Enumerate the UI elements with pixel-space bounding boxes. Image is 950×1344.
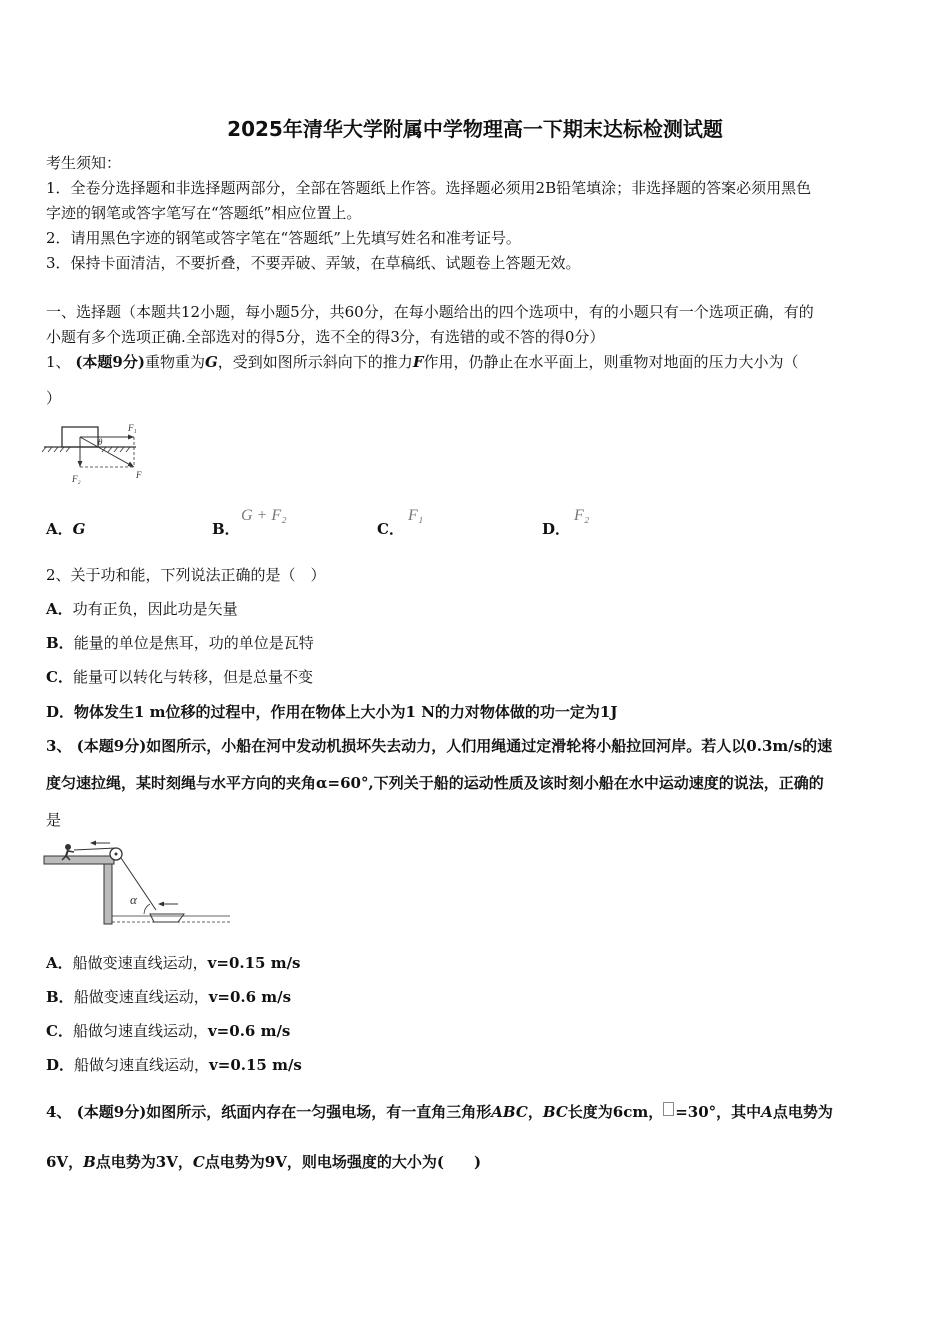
q4-text-c: 长度为6cm， <box>567 1103 664 1121</box>
q1-label-f1: F₁ <box>128 423 137 433</box>
q3-option-a-label: A． <box>46 954 73 972</box>
q2-option-a-label: A． <box>46 600 73 618</box>
angle-placeholder-icon <box>663 1102 674 1116</box>
q3-option-c <box>46 1021 290 1041</box>
q2-option-a <box>46 599 238 619</box>
q2-option-b-text: 能量的单位是焦耳，功的单位是瓦特 <box>73 634 314 652</box>
q2-option-b-label: B． <box>46 634 74 652</box>
q3-option-a-value: v=0.15 m/s <box>207 954 301 972</box>
q1-text-b: ，受到如图所示斜向下的推力 <box>217 353 413 371</box>
q3-stem-line1: 3、 (本题9分)如图所示，小船在河中发动机损坏失去动力，人们用绳通过定滑轮将小船拉回河岸。若人以0.3m/s的速 <box>46 737 833 755</box>
notice-item-2: 2．请用黑色字迹的钢笔或答字笔在“答题纸”上先填写姓名和准考证号。 <box>46 229 521 247</box>
q3-option-d-text: 船做匀速直线运动， <box>74 1056 210 1074</box>
q4-var-bc: BC <box>542 1103 568 1121</box>
q4-text-f: 点电势为3V， <box>95 1153 193 1171</box>
q1-option-d-value: F₂ <box>574 507 590 524</box>
q1-label-f: F <box>136 470 142 480</box>
q1-text-c: 作用，仍静止在水平面上，则重物对地面的压力大小为（ <box>423 353 799 371</box>
q3-option-b-label: B． <box>46 988 74 1006</box>
q3-option-b <box>46 987 291 1007</box>
q3-stem-line2: 度匀速拉绳，某时刻绳与水平方向的夹角α=60°,下列关于船的运动性质及该时刻小船在水中运动速度的说法，正确的 <box>46 774 824 792</box>
q1-option-c-label: C． <box>377 520 404 538</box>
notice-item-1: 1．全卷分选择题和非选择题两部分，全部在答题纸上作答。选择题必须用2B铅笔填涂；非选择题的答案必须用黑色 <box>46 179 812 197</box>
q1-option-c-value: F₁ <box>408 507 424 524</box>
section-heading-line2: 小题有多个选项正确.全部选对的得5分，选不全的得3分，有选错的或不答的得0分） <box>46 328 605 346</box>
q1-option-d <box>542 519 570 539</box>
q4-var-abc: ABC <box>491 1103 528 1121</box>
q2-option-c-text: 能量可以转化与转移，但是总量不变 <box>72 668 313 686</box>
q1-score: (本题9分) <box>75 353 145 371</box>
notice-heading: 考生须知： <box>46 154 122 172</box>
notice-item-3: 3．保持卡面清洁，不要折叠，不要弄破、弄皱，在草稿纸、试题卷上答题无效。 <box>46 254 581 272</box>
q3-stem-line3: 是 <box>46 811 62 829</box>
q2-option-d <box>46 702 617 722</box>
q1-figure <box>44 418 154 488</box>
page-title: 2025年清华大学附属中学物理高一下期末达标检测试题 <box>227 117 723 141</box>
q1-option-d-label: D． <box>542 520 571 538</box>
q2-option-b <box>46 633 314 653</box>
q4-var-b: B <box>83 1153 96 1171</box>
q3-option-c-value: v=0.6 m/s <box>207 1022 291 1040</box>
q4-stem-line1 <box>46 1102 833 1122</box>
q1-text-a: 重物重为 <box>144 353 205 371</box>
q2-option-c <box>46 667 313 687</box>
q4-text-e: 6V， <box>46 1153 84 1171</box>
q2-option-a-text: 功有正负，因此功是矢量 <box>72 600 238 618</box>
q1-option-b <box>212 519 240 539</box>
q4-text-b: ， <box>527 1103 543 1121</box>
q3-option-c-label: C． <box>46 1022 73 1040</box>
q4-text-a: 4、 (本题9分)如图所示，纸面内存在一匀强电场，有一直角三角形 <box>46 1103 492 1121</box>
q3-option-a <box>46 953 301 973</box>
q3-option-a-text: 船做变速直线运动， <box>72 954 208 972</box>
q3-option-d-label: D． <box>46 1056 75 1074</box>
q1-label-theta: θ <box>98 437 103 447</box>
q1-var-f: F <box>412 353 424 371</box>
q4-var-a: A <box>761 1103 773 1121</box>
q3-figure <box>44 838 234 928</box>
q2-option-d-text: 物体发生1 m位移的过程中，作用在物体上大小为1 N的力对物体做的功一定为1J <box>74 703 618 721</box>
q1-option-a-value: G <box>72 520 86 538</box>
q1-option-c <box>377 519 404 539</box>
q1-stem-close: ） <box>46 389 62 407</box>
notice-item-1-cont: 字迹的钢笔或答字笔写在“答题纸”相应位置上。 <box>46 204 362 222</box>
q3-option-b-text: 船做变速直线运动， <box>73 988 209 1006</box>
q1-option-b-value: G + F₂ <box>241 507 287 524</box>
q3-option-b-value: v=0.6 m/s <box>208 988 292 1006</box>
q1-option-b-label: B． <box>212 520 240 538</box>
q3-option-d <box>46 1055 302 1075</box>
q1-label-f2: F₂ <box>72 474 81 484</box>
q4-stem-line2 <box>46 1152 481 1172</box>
q4-var-c: C <box>192 1153 205 1171</box>
q1-number: 1、 <box>46 353 71 371</box>
q2-stem: 2、关于功和能，下列说法正确的是（ ） <box>46 566 326 584</box>
q4-text-angle: =30°，其中 <box>675 1103 762 1121</box>
section-heading-line1: 一、选择题（本题共12小题，每小题5分，共60分，在每小题给出的四个选项中，有的小题只有一个选项正确，有的 <box>46 303 814 321</box>
q3-option-c-text: 船做匀速直线运动， <box>72 1022 208 1040</box>
q1-option-a-label: A． <box>46 520 73 538</box>
q1-var-g: G <box>204 353 218 371</box>
q2-option-c-label: C． <box>46 668 73 686</box>
q3-option-d-value: v=0.15 m/s <box>209 1056 302 1074</box>
q2-option-d-label: D． <box>46 703 75 721</box>
q4-text-d: 点电势为 <box>772 1103 833 1121</box>
q1-stem <box>46 352 798 372</box>
q4-text-g: 点电势为9V，则电场强度的大小为( ) <box>204 1153 482 1171</box>
q3-label-alpha: α <box>130 892 137 907</box>
q1-option-a <box>46 519 85 539</box>
